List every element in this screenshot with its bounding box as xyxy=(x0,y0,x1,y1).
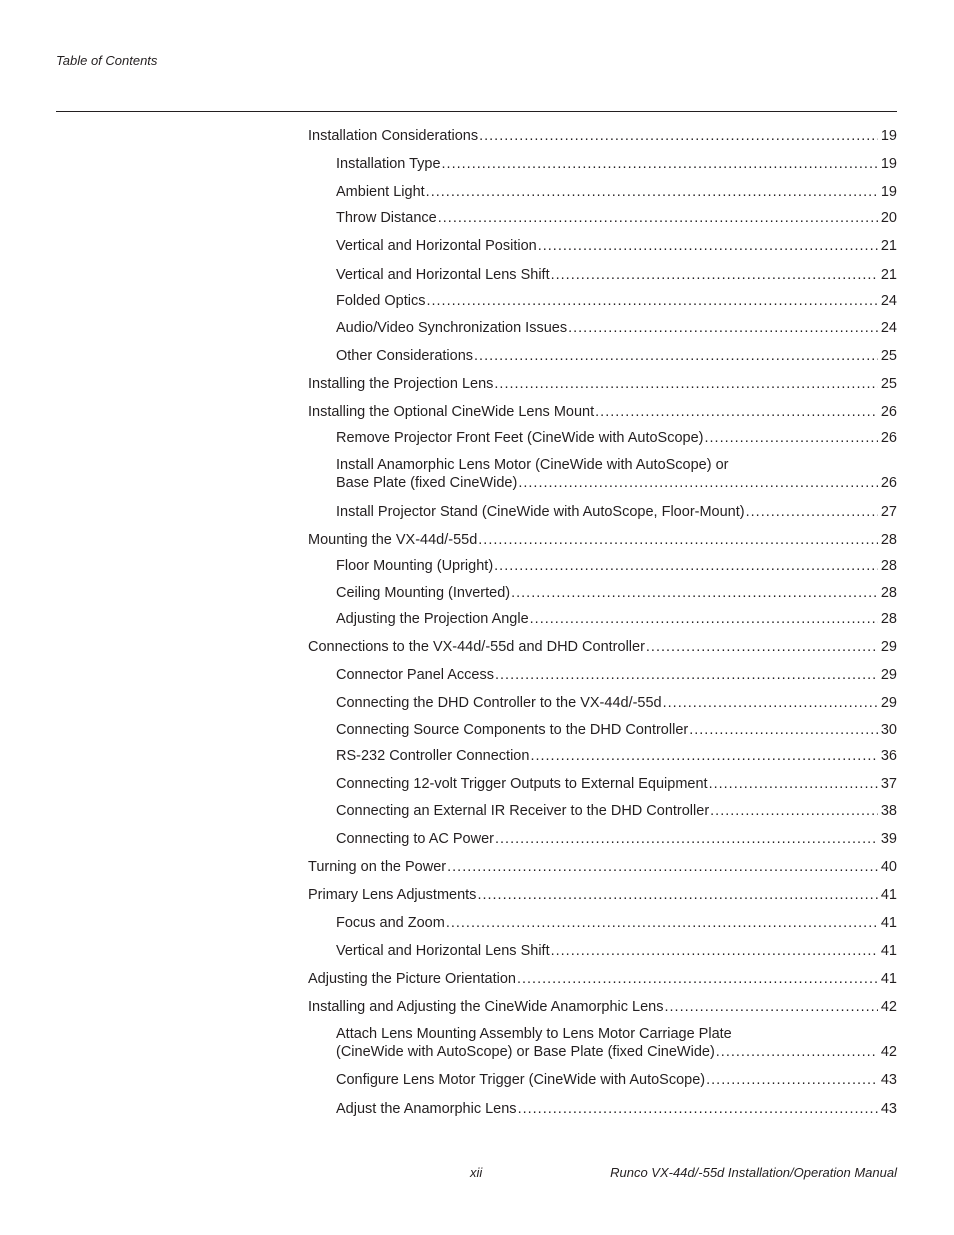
toc-leader-dots xyxy=(474,347,878,365)
toc-leader-dots xyxy=(551,266,878,284)
toc-entry-title: Vertical and Horizontal Lens Shift xyxy=(336,267,550,283)
toc-leader-dots xyxy=(746,503,878,521)
toc-entry[interactable] xyxy=(308,886,897,904)
toc-leader-dots xyxy=(664,998,878,1016)
toc-page-number: 19 xyxy=(880,184,897,200)
toc-entry-title: RS-232 Controller Connection xyxy=(336,748,530,764)
toc-leader-dots xyxy=(426,292,878,310)
toc-entry[interactable] xyxy=(336,802,897,820)
toc-entry-title: Connecting the DHD Controller to the VX-44d/-55d xyxy=(336,695,662,711)
toc-page-number: 30 xyxy=(880,722,897,738)
toc-leader-dots xyxy=(716,1043,878,1061)
toc-entry-title: Vertical and Horizontal Lens Shift xyxy=(336,943,550,959)
toc-entry-title-continued: (CineWide with AutoScope) or Base Plate (fixed CineWide) xyxy=(336,1044,715,1060)
toc-page-number: 29 xyxy=(880,695,897,711)
toc-page-number: 40 xyxy=(880,859,897,875)
toc-entry[interactable] xyxy=(336,557,897,575)
toc-entry-title: Adjusting the Projection Angle xyxy=(336,611,529,627)
toc-entry-title: Connections to the VX-44d/-55d and DHD Controller xyxy=(308,639,645,655)
toc-page-number: 19 xyxy=(880,128,897,144)
toc-entry[interactable] xyxy=(336,747,897,765)
toc-entry[interactable] xyxy=(336,830,897,848)
toc-page-number: 37 xyxy=(880,776,897,792)
toc-entry-title: Installing the Projection Lens xyxy=(308,376,494,392)
toc-leader-dots xyxy=(551,942,878,960)
toc-entry[interactable] xyxy=(308,858,897,876)
footer-page-number: xii xyxy=(470,1165,483,1180)
toc-page-number: 41 xyxy=(880,887,897,903)
toc-entry[interactable] xyxy=(308,970,897,988)
toc-entry-title: Connecting an External IR Receiver to the DHD Controller xyxy=(336,803,710,819)
toc-entry-title: Install Projector Stand (CineWide with AutoScope, Floor-Mount) xyxy=(336,504,745,520)
running-header: Table of Contents xyxy=(56,53,158,68)
toc-entry-title: Connecting Source Components to the DHD Controller xyxy=(336,722,689,738)
toc-leader-dots xyxy=(530,747,878,765)
toc-leader-dots xyxy=(517,970,878,988)
toc-page-number: 24 xyxy=(880,293,897,309)
toc-leader-dots xyxy=(495,830,878,848)
toc-leader-dots xyxy=(663,694,878,712)
toc-entry-title: Connecting to AC Power xyxy=(336,831,494,847)
toc-entry-title: Installation Considerations xyxy=(308,128,479,144)
toc-leader-dots xyxy=(494,375,878,393)
toc-entry-title-continued: Base Plate (fixed CineWide) xyxy=(336,475,518,491)
toc-page-number: 28 xyxy=(880,611,897,627)
toc-leader-dots xyxy=(706,1071,878,1089)
toc-leader-dots xyxy=(478,531,878,549)
toc-entry-title: Folded Optics xyxy=(336,293,426,309)
toc-entry[interactable] xyxy=(336,155,897,173)
toc-entry[interactable] xyxy=(336,610,897,628)
toc-page-number: 20 xyxy=(880,210,897,226)
toc-entry-title: Throw Distance xyxy=(336,210,437,226)
toc-page-number: 39 xyxy=(880,831,897,847)
toc-entry[interactable] xyxy=(336,1100,897,1118)
toc-entry-title: Audio/Video Synchronization Issues xyxy=(336,320,568,336)
toc-leader-dots xyxy=(530,610,878,628)
toc-page-number: 25 xyxy=(880,376,897,392)
toc-leader-dots xyxy=(538,237,878,255)
toc-leader-dots xyxy=(646,638,878,656)
toc-entry-title: Other Considerations xyxy=(336,348,474,364)
toc-entry[interactable] xyxy=(308,998,897,1016)
toc-page-number: 42 xyxy=(880,999,897,1015)
toc-entry-title: Attach Lens Mounting Assembly to Lens Motor Carriage Plate xyxy=(336,1026,732,1042)
toc-leader-dots xyxy=(709,775,878,793)
toc-entry[interactable] xyxy=(336,1025,897,1061)
toc-leader-dots xyxy=(477,886,878,904)
toc-entry[interactable] xyxy=(336,237,897,255)
toc-entry-title: Remove Projector Front Feet (CineWide with AutoScope) xyxy=(336,430,704,446)
toc-leader-dots xyxy=(568,319,878,337)
toc-leader-dots xyxy=(438,209,878,227)
toc-entry-title: Connecting 12-volt Trigger Outputs to External Equipment xyxy=(336,776,708,792)
toc-entry[interactable] xyxy=(308,127,897,145)
toc-entry[interactable] xyxy=(336,942,897,960)
toc-entry-title: Install Anamorphic Lens Motor (CineWide with AutoScope) or xyxy=(336,457,729,473)
toc-page-number: 26 xyxy=(880,430,897,446)
toc-entry-title: Ambient Light xyxy=(336,184,425,200)
toc-entry-title: Primary Lens Adjustments xyxy=(308,887,477,903)
toc-entry-title: Configure Lens Motor Trigger (CineWide with AutoScope) xyxy=(336,1072,706,1088)
toc-leader-dots xyxy=(442,155,878,173)
toc-entry-title: Focus and Zoom xyxy=(336,915,445,931)
toc-leader-dots xyxy=(518,1100,878,1118)
toc-leader-dots xyxy=(494,557,878,575)
toc-entry[interactable] xyxy=(336,347,897,365)
toc-leader-dots xyxy=(446,914,878,932)
toc-leader-dots xyxy=(689,721,878,739)
toc-entry[interactable] xyxy=(336,775,897,793)
toc-entry-title: Mounting the VX-44d/-55d xyxy=(308,532,478,548)
toc-page-number: 28 xyxy=(880,558,897,574)
toc-entry[interactable] xyxy=(336,721,897,739)
toc-page-number: 21 xyxy=(880,267,897,283)
toc-page-number: 26 xyxy=(880,404,897,420)
toc-entry[interactable] xyxy=(336,456,897,492)
toc-page-number: 41 xyxy=(880,943,897,959)
toc-page-number: 25 xyxy=(880,348,897,364)
toc-entry-title: Turning on the Power xyxy=(308,859,447,875)
toc-entry[interactable] xyxy=(308,403,897,421)
toc-page-number: 36 xyxy=(880,748,897,764)
toc-page-number: 28 xyxy=(880,585,897,601)
toc-page-number: 29 xyxy=(880,667,897,683)
toc-leader-dots xyxy=(447,858,878,876)
toc-page-number: 19 xyxy=(880,156,897,172)
toc-entry[interactable] xyxy=(336,914,897,932)
toc-page-number: 24 xyxy=(880,320,897,336)
toc-page-number: 43 xyxy=(880,1072,897,1088)
toc-entry[interactable] xyxy=(308,375,897,393)
toc-entry[interactable] xyxy=(336,503,897,521)
toc-entry[interactable] xyxy=(336,429,897,447)
toc-entry[interactable] xyxy=(336,266,897,284)
toc-entry[interactable] xyxy=(308,638,897,656)
toc-entry[interactable] xyxy=(336,209,897,227)
toc-page-number: 38 xyxy=(880,803,897,819)
toc-entry-title: Vertical and Horizontal Position xyxy=(336,238,537,254)
footer-manual-title: Runco VX-44d/-55d Installation/Operation Manual xyxy=(610,1165,897,1180)
toc-entry[interactable] xyxy=(336,666,897,684)
toc-page-number: 29 xyxy=(880,639,897,655)
toc-entry[interactable] xyxy=(336,292,897,310)
toc-leader-dots xyxy=(479,127,878,145)
toc-page-number: 21 xyxy=(880,238,897,254)
toc-entry[interactable] xyxy=(336,319,897,337)
toc-entry[interactable] xyxy=(308,531,897,549)
toc-leader-dots xyxy=(495,666,878,684)
toc-leader-dots xyxy=(595,403,878,421)
toc-page-number: 42 xyxy=(880,1044,897,1060)
toc-page-number: 27 xyxy=(880,504,897,520)
toc-entry-title: Ceiling Mounting (Inverted) xyxy=(336,585,511,601)
toc-entry[interactable] xyxy=(336,694,897,712)
toc-entry-title: Installing and Adjusting the CineWide Anamorphic Lens xyxy=(308,999,664,1015)
toc-entry[interactable] xyxy=(336,1071,897,1089)
toc-entry-title: Installation Type xyxy=(336,156,441,172)
toc-leader-dots xyxy=(518,474,878,492)
toc-page-number: 43 xyxy=(880,1101,897,1117)
toc-page-number: 28 xyxy=(880,532,897,548)
toc-page-number: 26 xyxy=(880,475,897,491)
toc-leader-dots xyxy=(710,802,878,820)
toc-entry-title: Floor Mounting (Upright) xyxy=(336,558,494,574)
toc-page-number: 41 xyxy=(880,915,897,931)
toc-page-number: 41 xyxy=(880,971,897,987)
toc-leader-dots xyxy=(426,183,878,201)
toc-entry-title: Adjust the Anamorphic Lens xyxy=(336,1101,517,1117)
toc-leader-dots xyxy=(704,429,878,447)
toc-leader-dots xyxy=(511,584,878,602)
toc-entry-title: Connector Panel Access xyxy=(336,667,494,683)
toc-entry-title: Adjusting the Picture Orientation xyxy=(308,971,516,987)
toc-entry[interactable] xyxy=(336,183,897,201)
toc-entry[interactable] xyxy=(336,584,897,602)
toc-entry-title: Installing the Optional CineWide Lens Mount xyxy=(308,404,595,420)
